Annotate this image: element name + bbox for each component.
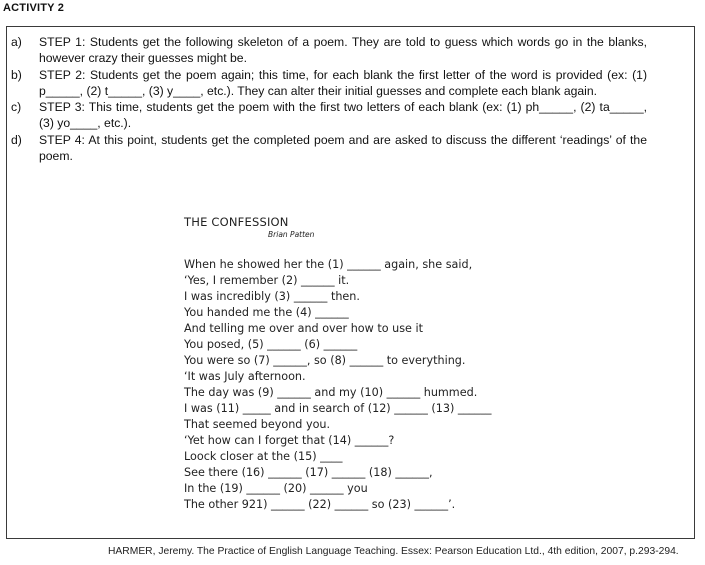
poem-line: You posed, (5) ______ (6) ______: [184, 338, 358, 351]
poem-line: That seemed beyond you.: [184, 418, 331, 431]
poem-line: ‘It was July afternoon.: [184, 370, 306, 383]
step-item: [11, 132, 647, 165]
step-marker: d): [11, 132, 22, 147]
poem-line: The other 921) ______ (22) ______ so (23) ______’.: [184, 498, 456, 511]
poem-line: ‘Yet how can I forget that (14) ______?: [184, 434, 395, 447]
steps-list: [11, 34, 647, 164]
step-text: STEP 3: This time, students get the poem with the first two letters of each blank (ex: (1) ph_____, (2) ta_____, (3) yo____, etc.).: [39, 100, 647, 131]
activity-title: ACTIVITY 2: [3, 2, 65, 14]
poem-line: In the (19) ______ (20) ______ you: [184, 482, 368, 495]
poem-line: ‘Yes, I remember (2) ______ it.: [184, 274, 350, 287]
poem-line: You handed me the (4) ______: [184, 306, 349, 319]
step-item: [11, 34, 647, 67]
poem-line: I was incredibly (3) ______ then.: [184, 290, 360, 303]
poem-line: You were so (7) ______, so (8) ______ to everything.: [184, 354, 466, 367]
poem-line: And telling me over and over how to use it: [184, 322, 423, 335]
step-marker: b): [11, 67, 22, 82]
step-item: [11, 99, 647, 132]
step-text: STEP 2: Students get the poem again; this time, for each blank the first letter of the word is provided (ex: (1) p_____, (2) t_____, (3) y____, etc.). They can alter their initial guesses and complete each blank again.: [39, 67, 647, 98]
poem-author: Brian Patten: [268, 230, 315, 239]
poem-line: See there (16) ______ (17) ______ (18) ______,: [184, 466, 433, 479]
poem-line: I was (11) _____ and in search of (12) ______ (13) ______: [184, 402, 492, 415]
poem-lines: [184, 257, 544, 513]
activity-box: [6, 26, 695, 539]
step-marker: c): [11, 100, 22, 115]
citation: HARMER, Jeremy. The Practice of English Language Teaching. Essex: Pearson Education Ltd., 4th edition, 2007, p.293-294.: [108, 546, 679, 557]
poem-title: THE CONFESSION: [184, 215, 289, 229]
poem-line: The day was (9) ______ and my (10) ______ hummed.: [184, 386, 478, 399]
poem-line: When he showed her the (1) ______ again, she said,: [184, 258, 473, 271]
step-marker: a): [11, 35, 22, 49]
step-text: STEP 1: Students get the following skeleton of a poem. They are told to guess which words go in the blanks, however crazy their guesses might be.: [39, 35, 647, 66]
step-item: [11, 67, 647, 100]
poem: [184, 214, 544, 513]
step-text: STEP 4: At this point, students get the completed poem and are asked to discuss the different ‘readings’ of the poem.: [39, 132, 647, 164]
poem-line: Loock closer at the (15) ____: [184, 450, 343, 463]
